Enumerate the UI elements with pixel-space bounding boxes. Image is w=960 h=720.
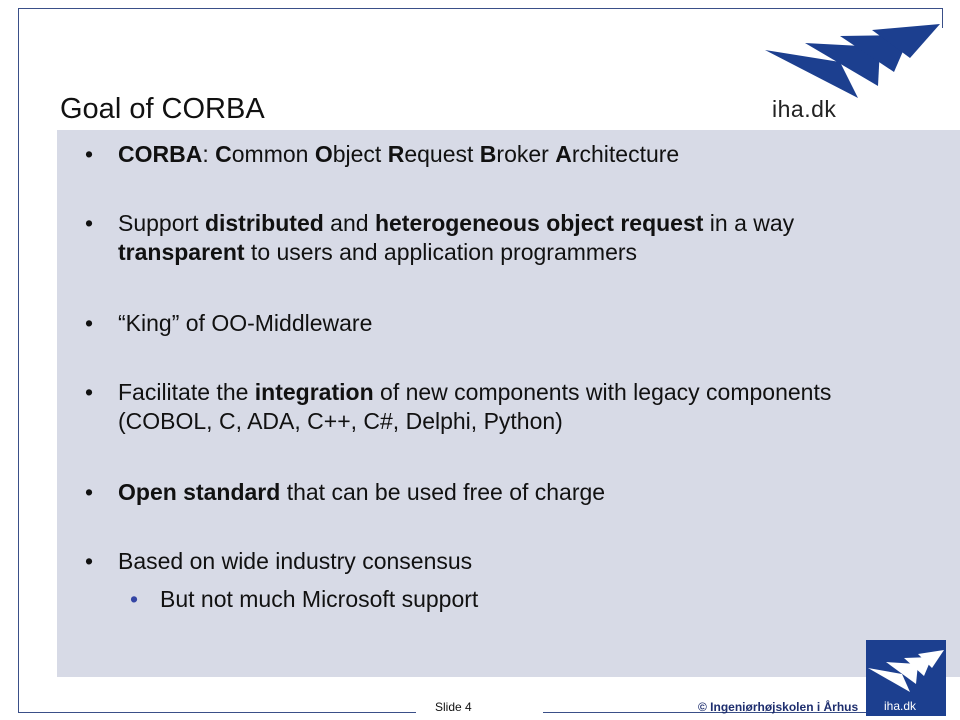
bullet-item (85, 478, 918, 507)
content-box (57, 130, 960, 677)
bullet-text: rchitecture (571, 141, 680, 167)
bullet-text-bold: Open standard (118, 479, 281, 505)
small-logo-text: iha.dk (884, 699, 917, 713)
bullet-dot-icon: • (85, 141, 94, 167)
frame-bottom-left-line (18, 712, 416, 713)
bullet-text: of new components with legacy components (COBOL, C, ADA, C++, C#, Delphi, Python) (118, 379, 832, 434)
bullet-dot-icon: • (85, 310, 94, 336)
bullet-text-bold: R (387, 141, 405, 167)
bullet-text: Facilitate the (118, 379, 255, 405)
bullet-text: in a way (703, 210, 795, 236)
bullet-text: bject (332, 141, 388, 167)
slide-title: Goal of CORBA (60, 93, 265, 125)
logo-text: iha.dk (772, 96, 837, 122)
bullet-text: Based on wide industry consensus (118, 548, 473, 574)
bullet-text-bold: B (479, 141, 497, 167)
bullet-item (85, 140, 918, 169)
bullet-text-bold: CORBA (118, 141, 203, 167)
bullet-dot-icon: • (85, 548, 94, 574)
bullet-text: “King” of OO-Middleware (118, 310, 373, 336)
bullet-item (85, 209, 918, 267)
bullet-text: Support (118, 210, 205, 236)
bullet-text-bold: heterogeneous object request (374, 210, 704, 236)
slide-number: Slide 4 (435, 700, 472, 714)
frame-left-line (18, 8, 19, 713)
bullet-text: : (202, 141, 216, 167)
bullet-text-bold: integration (254, 379, 374, 405)
bullet-text-bold: A (555, 141, 572, 167)
bullet-text: to users and application programmers (244, 239, 638, 265)
bullet-text-bold: distributed (204, 210, 324, 236)
copyright-text: © Ingeniørhøjskolen i Århus (698, 700, 859, 714)
bullet-text-bold: transparent (118, 239, 245, 265)
bullet-text-bold: C (215, 141, 232, 167)
bullet-dot-icon: • (85, 479, 94, 505)
bullet-text: equest (404, 141, 480, 167)
bullet-text: roker (496, 141, 556, 167)
sub-bullet-item (130, 585, 960, 614)
bullet-dot-icon: • (85, 210, 94, 236)
bullet-item (85, 309, 918, 338)
bullet-text: that can be used free of charge (280, 479, 606, 505)
bullet-text-bold: O (314, 141, 333, 167)
small-logo-icon (866, 640, 946, 700)
bullet-item (85, 547, 918, 576)
bullet-text: and (323, 210, 375, 236)
bullet-text: But not much Microsoft support (160, 586, 479, 612)
bullet-dot-icon: • (85, 379, 94, 405)
bullet-dot-icon: • (130, 586, 139, 612)
bullet-text: ommon (231, 141, 315, 167)
bullet-item (85, 378, 918, 436)
frame-top-line (18, 8, 942, 9)
